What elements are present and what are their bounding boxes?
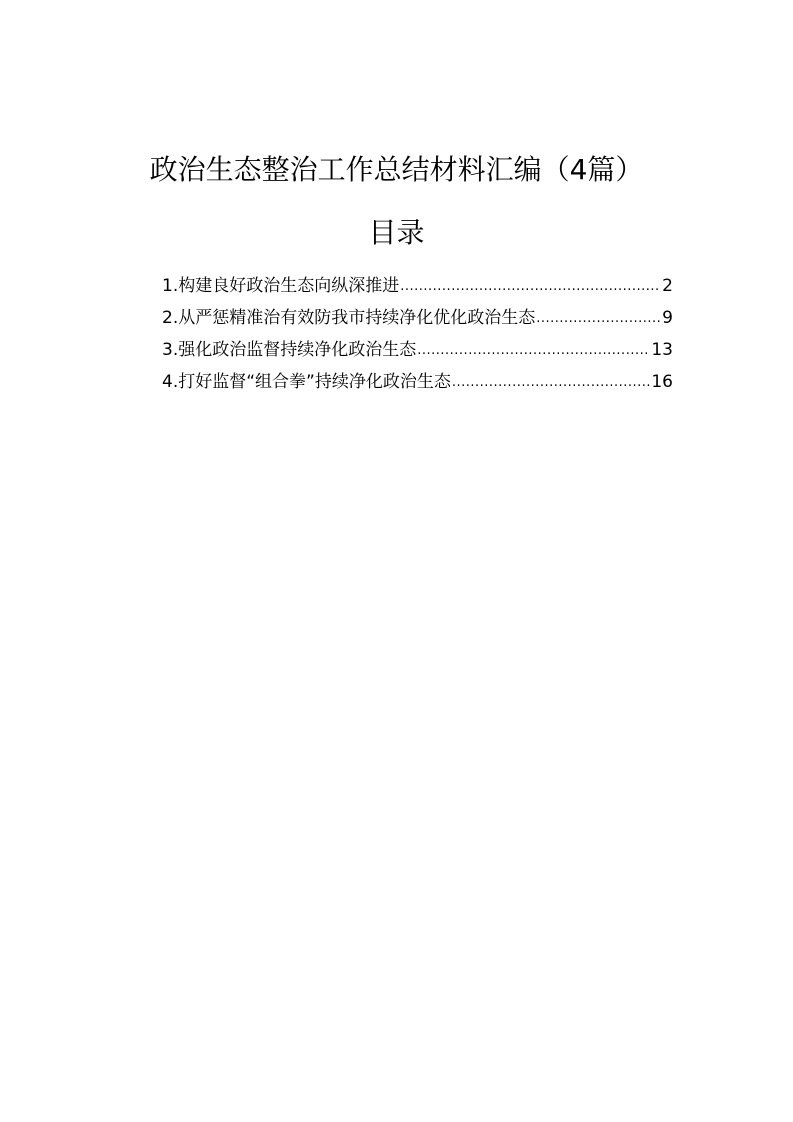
toc-dot-leader bbox=[452, 367, 651, 399]
toc-entry[interactable] bbox=[162, 366, 673, 398]
toc-entry-title: 1.构建良好政治生态向纵深推进 bbox=[162, 276, 400, 296]
toc-dot-leader bbox=[400, 271, 661, 303]
toc-page-number: 2 bbox=[662, 276, 673, 296]
toc-dot-leader bbox=[417, 335, 650, 367]
toc-entry-title: 2.从严惩精准治有效防我市持续净化优化政治生态 bbox=[162, 308, 536, 328]
toc-page-number: 13 bbox=[651, 340, 673, 360]
document-title: 政治生态整治工作总结材料汇编（4篇） bbox=[149, 153, 644, 186]
toc-entry-title: 3.强化政治监督持续净化政治生态 bbox=[162, 340, 417, 360]
toc-page-number: 9 bbox=[662, 308, 673, 328]
toc-dot-leader bbox=[536, 303, 661, 335]
toc-entry[interactable] bbox=[162, 334, 673, 366]
toc-page-number: 16 bbox=[651, 372, 673, 392]
toc-entry-title: 4.打好监督“组合拳”持续净化政治生态 bbox=[162, 372, 451, 392]
table-of-contents bbox=[162, 270, 673, 398]
toc-entry[interactable] bbox=[162, 270, 673, 302]
toc-heading: 目录 bbox=[368, 216, 425, 249]
toc-entry[interactable] bbox=[162, 302, 673, 334]
